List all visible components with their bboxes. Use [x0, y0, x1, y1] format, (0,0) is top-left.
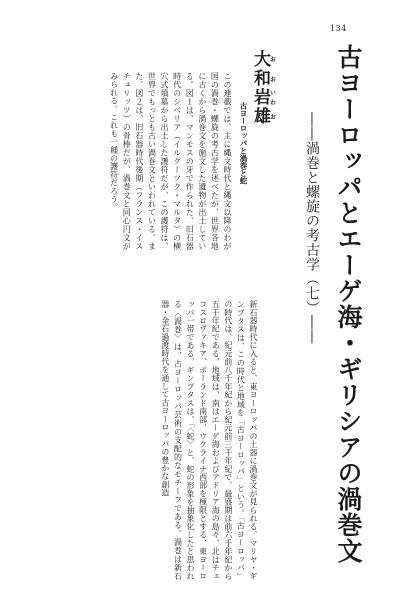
author-name: 大和おお岩いわ雄お — [250, 50, 276, 126]
author-ruby-family: おお — [268, 50, 276, 88]
body-text-upper: この連載では、主に縄文時代と縄文以降のわが国の渦巻・螺旋の考古学を述べたが、世界各地に古くから渦巻文を施文した遺物が出土している。図１は、マンモスの牙で作られた、旧石器時代のシベリア（イルクーツク・マルタ）の横穴式墳墓から出土した護符だが、この護符は、世界でもっとも古い渦巻文といわれている。また、図２は、旧石器時代後期（フランス・イスチュリッツ）の骨棒だが、渦巻文と同心円文がみられる。これも一種の護符だろう。 — [109, 72, 232, 250]
author-ruby-o: お — [268, 107, 276, 126]
body-text-lower: 新石器時代に入ると、東ヨーロッパの土器に渦巻文が見られる。マリヤ・ギンブタスは、この時代と地域を「古ヨーロッパ」という。「古ヨーロッパ」の時代は、紀元前八千年紀から紀元前三千年紀で、最盛期は前六千年紀から五千年紀である。地域は、南はエーゲ海およびアドリア海の島々、北はチェコスロヴァキア、ポーランド南部、ウクライナ西部を極限とする、東ヨーロッパ一帯である。ギンブタスは、「〈蛇〉と、蛇の形象を抽象化したと思われる〈渦巻〉は、古ヨーロッパ芸術の支配的なモチーフである。渦巻は新石器・金石過渡時代を通して古ヨーロッパの豊かな創造 — [160, 300, 258, 580]
article-subtitle — [303, 112, 321, 372]
article-title: 古ヨーロッパとエーゲ海・ギリシアの渦巻文 — [334, 44, 363, 564]
subtitle-text: 渦巻と螺旋の考古学（七） — [304, 141, 320, 315]
author-ruby-iwa: いわ — [268, 88, 276, 107]
page-number: 134 — [330, 24, 347, 33]
section-heading: 古ヨーロッパと渦巻と蛇 — [239, 102, 248, 185]
subtitle-dash-leading: ―― — [304, 112, 320, 141]
author-byline — [250, 50, 275, 170]
subtitle-dash-trailing: ―― — [304, 315, 320, 344]
